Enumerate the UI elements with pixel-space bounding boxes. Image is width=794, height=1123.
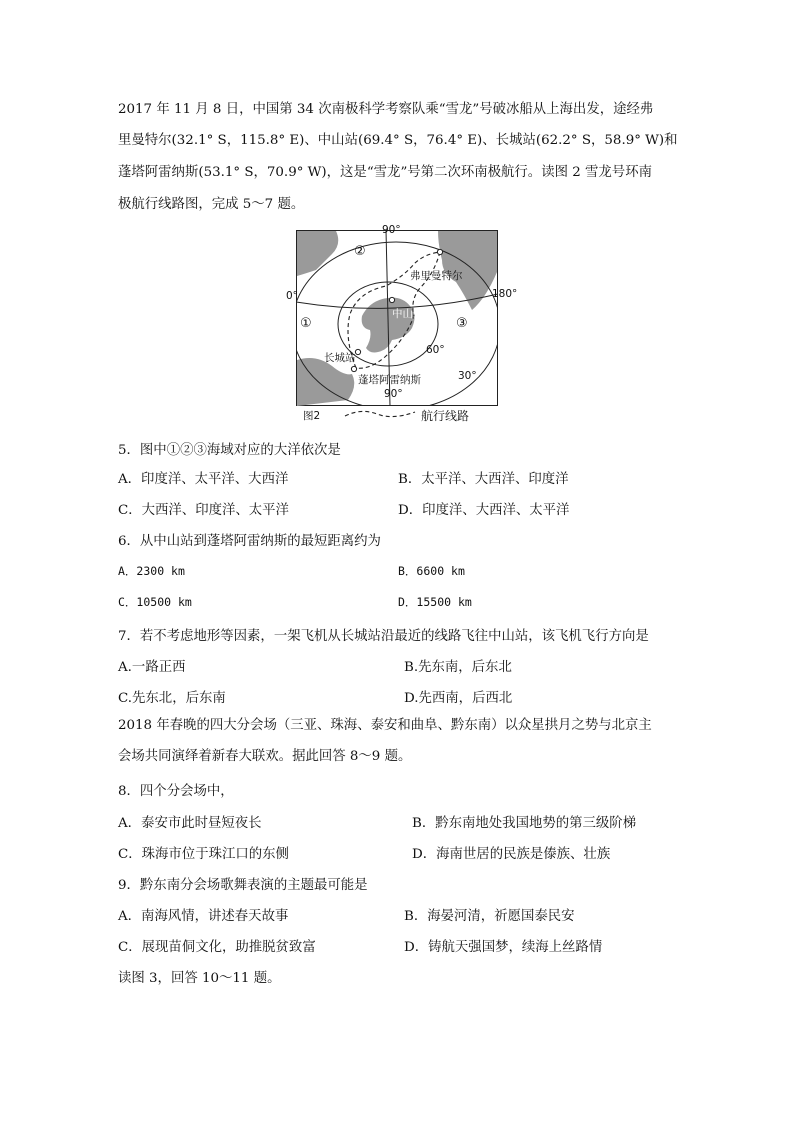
q9-option-b: B．海晏河清，祈愿国泰民安 <box>404 909 575 924</box>
intro-line-4: 极航行线路图，完成 5～7 题。 <box>118 197 305 212</box>
q9-option-a: A．南海风情，讲述春天故事 <box>118 909 289 924</box>
question-7-stem: 7．若不考虑地形等因素，一架飞机从长城站沿最近的线路飞往中山站，该飞机飞行方向是 <box>118 629 649 644</box>
intro-line-3: 蓬塔阿雷纳斯(53.1° S，70.9° W)，这是“雪龙”号第二次环南极航行。读图 2 雪龙号环南 <box>118 165 652 180</box>
question-8-stem: 8．四个分会场中， <box>118 784 234 799</box>
label-lat-30: 30° <box>458 370 477 382</box>
q7-option-a: A.一路正西 <box>118 660 186 675</box>
question-5-stem: 5．图中①②③海域对应的大洋依次是 <box>118 443 341 458</box>
label-lon-right: 180° <box>492 288 518 300</box>
q6-option-d: D．15500 km <box>398 595 472 609</box>
zhongshan-marker <box>389 297 394 302</box>
label-changcheng: 长城站 <box>324 352 356 364</box>
antarctic-route-map <box>286 224 518 406</box>
intro-line-1: 2017 年 11 月 8 日，中国第 34 次南极科学考察队乘“雪龙”号破冰船从上海出发，途经弗 <box>118 102 654 117</box>
q7-option-d: D.先西南，后西北 <box>404 691 513 706</box>
q9-option-d: D．铸航天强国梦，续海上丝路情 <box>404 940 603 955</box>
label-punta: 蓬塔阿雷纳斯 <box>358 374 421 386</box>
legend-label: 航行线路 <box>421 409 470 423</box>
intro-line-2: 里曼特尔(32.1° S，115.8° E)、中山站(69.4° S，76.4° E)、长城站(62.2° S，58.9° W)和 <box>118 133 678 148</box>
label-zhongshan: 中山站 <box>392 308 424 320</box>
label-lon-left: 0° <box>286 290 298 302</box>
q7-option-c: C.先东北，后东南 <box>118 691 226 706</box>
question-6-stem: 6．从中山站到蓬塔阿雷纳斯的最短距离约为 <box>118 534 381 549</box>
q8-option-c: C．珠海市位于珠江口的东侧 <box>118 847 289 862</box>
ocean-1-label: ① <box>300 316 312 331</box>
closing-line: 读图 3，回答 10～11 题。 <box>118 971 281 986</box>
intro2-line-2: 会场共同演绎着新春大联欢。据此回答 8～9 题。 <box>118 749 412 764</box>
legend-route-swatch <box>341 404 421 424</box>
label-lat-60: 60° <box>426 344 445 356</box>
fremantle-marker <box>437 249 442 254</box>
q5-option-d: D．印度洋、大西洋、太平洋 <box>398 503 570 518</box>
q5-option-b: B．太平洋、大西洋、印度洋 <box>398 472 569 487</box>
changcheng-marker <box>355 349 360 354</box>
q6-option-a: A．2300 km <box>118 564 185 578</box>
q9-option-c: C．展现苗侗文化，助推脱贫致富 <box>118 940 316 955</box>
map-legend <box>303 404 503 424</box>
ocean-3-label: ③ <box>456 316 468 331</box>
q8-option-d: D．海南世居的民族是傣族、壮族 <box>412 847 611 862</box>
q8-option-b: B．黔东南地处我国地势的第三级阶梯 <box>412 816 637 831</box>
q5-option-a: A．印度洋、太平洋、大西洋 <box>118 472 289 487</box>
q6-option-c: C．10500 km <box>118 595 192 609</box>
intro2-line-1: 2018 年春晚的四大分会场（三亚、珠海、泰安和曲阜、黔东南）以众星拱月之势与北京主 <box>118 718 652 733</box>
punta-marker <box>351 366 356 371</box>
label-fremantle: 弗里曼特尔 <box>410 270 463 282</box>
figure-caption: 图2 <box>303 410 321 422</box>
ocean-2-label: ② <box>354 244 366 259</box>
label-lon-bottom: 90° <box>384 388 403 400</box>
question-9-stem: 9．黔东南分会场歌舞表演的主题最可能是 <box>118 878 368 893</box>
q7-option-b: B.先东南，后东北 <box>404 660 512 675</box>
q8-option-a: A．泰安市此时昼短夜长 <box>118 816 262 831</box>
q6-option-b: B．6600 km <box>398 564 465 578</box>
q5-option-c: C．大西洋、印度洋、太平洋 <box>118 503 289 518</box>
label-lon-top: 90° <box>382 224 401 236</box>
